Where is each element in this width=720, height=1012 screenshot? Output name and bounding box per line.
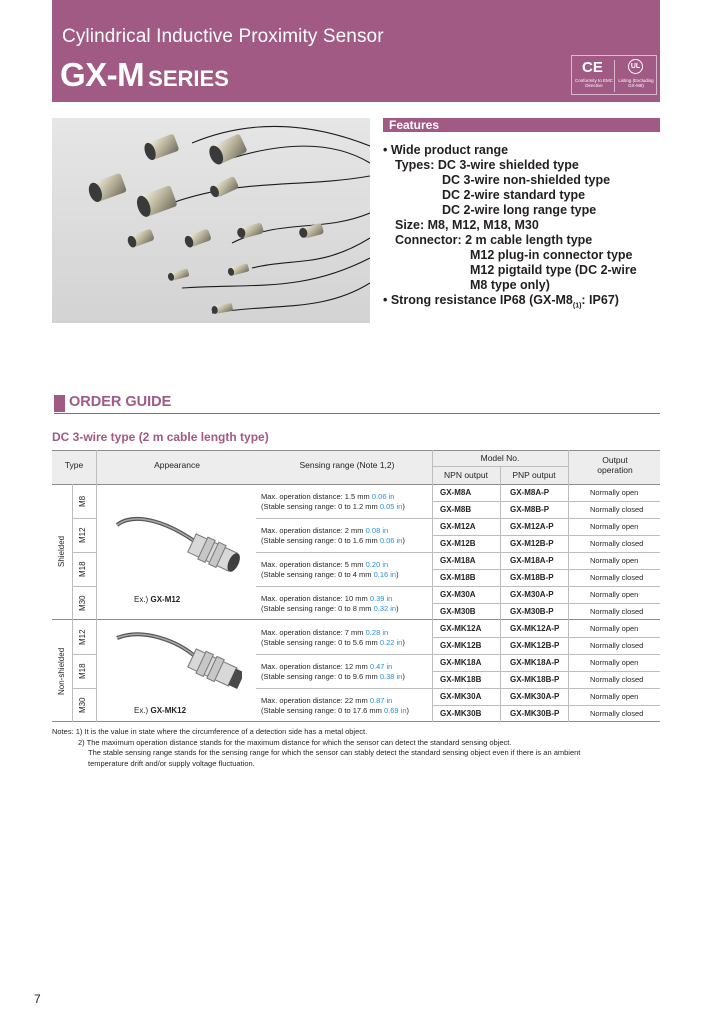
- feature-line: Types: DC 3-wire shielded type: [395, 158, 579, 172]
- feature-line: [383, 293, 673, 308]
- pnp-model: GX-M12B-P: [510, 539, 554, 548]
- size-label: M12: [78, 527, 87, 543]
- range-inch: 0.47 in: [369, 662, 393, 671]
- range-mm: Max. operation distance: 5 mm: [261, 560, 364, 569]
- order-guide-subheading: DC 3-wire type (2 m cable length type): [52, 430, 269, 444]
- row-divider: [432, 637, 660, 638]
- max-operation-distance: [261, 594, 392, 603]
- pnp-model: GX-M30B-P: [510, 607, 554, 616]
- feature-line: M12 pigtaild type (DC 2-wire: [470, 263, 637, 277]
- ul-caption: Listing (Excluding GX-M8): [618, 78, 654, 88]
- note-line: Notes: 1) It is the value in state where the circumference of a detection side has a metal object.: [52, 727, 368, 736]
- range-close: ): [402, 638, 405, 647]
- range-mm: (Stable sensing range: 0 to 4 mm: [261, 570, 372, 579]
- pnp-model: GX-MK12A-P: [510, 624, 560, 633]
- range-close: ): [402, 502, 405, 511]
- stable-sensing-range: [261, 536, 405, 545]
- max-operation-distance: [261, 492, 394, 501]
- npn-model: GX-M12A: [440, 522, 476, 531]
- section-rule: [54, 413, 660, 414]
- product-photo: [52, 118, 370, 323]
- max-operation-distance: [261, 560, 388, 569]
- range-mm: (Stable sensing range: 0 to 5.6 mm: [261, 638, 378, 647]
- pnp-model: GX-MK18A-P: [510, 658, 560, 667]
- npn-model: GX-M18A: [440, 556, 476, 565]
- npn-model: GX-MK18A: [440, 658, 482, 667]
- pnp-model: GX-M18A-P: [510, 556, 554, 565]
- features-list: [383, 143, 673, 308]
- series-label: SERIES: [148, 66, 229, 91]
- range-mm: Max. operation distance: 12 mm: [261, 662, 368, 671]
- range-inch: 0.08 in: [365, 526, 389, 535]
- feature-ip-text: • Strong resistance IP68 (GX-M8: [383, 293, 573, 307]
- output-operation: Normally closed: [590, 675, 644, 684]
- example-prefix: Ex.): [134, 706, 149, 715]
- header-type: Type: [64, 460, 84, 470]
- range-close: ): [406, 706, 410, 715]
- example-prefix: Ex.): [134, 595, 149, 604]
- range-divider: [256, 688, 660, 689]
- npn-model: GX-MK30A: [440, 692, 482, 701]
- npn-model: GX-M30B: [440, 607, 476, 616]
- row-divider: [432, 535, 660, 536]
- range-divider: [256, 518, 660, 519]
- certification-marks: [571, 55, 657, 95]
- stable-sensing-range: [261, 638, 405, 647]
- size-divider: [72, 586, 96, 587]
- ce-mark-icon: CE: [582, 59, 603, 76]
- stable-sensing-range: [261, 502, 405, 511]
- max-operation-distance: [261, 526, 388, 535]
- feature-line: Connector: 2 m cable length type: [395, 233, 593, 247]
- example-shielded: [134, 595, 180, 604]
- row-divider: [432, 603, 660, 604]
- table-notes: [52, 727, 672, 769]
- pnp-model: GX-MK12B-P: [510, 641, 560, 650]
- col-divider: [500, 466, 501, 722]
- order-table: [52, 450, 660, 722]
- pnp-model: GX-MK18B-P: [510, 675, 560, 684]
- ul-mark-icon: UL: [628, 59, 643, 74]
- output-operation: Normally closed: [590, 607, 644, 616]
- size-label: M30: [78, 595, 87, 611]
- npn-model: GX-M8A: [440, 488, 472, 497]
- size-label: M12: [78, 629, 87, 645]
- pnp-model: GX-MK30A-P: [510, 692, 560, 701]
- max-operation-distance: [261, 662, 392, 671]
- range-inch: 0.38 in: [379, 672, 403, 681]
- size-label: M30: [78, 697, 87, 713]
- col-divider: [72, 484, 73, 722]
- pnp-model: GX-M18B-P: [510, 573, 554, 582]
- feature-line: DC 2-wire long range type: [442, 203, 597, 217]
- stable-sensing-range: [261, 604, 399, 613]
- stable-sensing-range: [261, 570, 399, 579]
- cert-divider: [614, 60, 615, 92]
- row-divider: [432, 671, 660, 672]
- series-name: GX-M: [60, 56, 145, 93]
- size-divider: [72, 518, 96, 519]
- output-operation: Normally closed: [590, 505, 644, 514]
- pnp-model: GX-MK30B-P: [510, 709, 560, 718]
- header-model-no: Model No.: [480, 453, 520, 463]
- range-mm: Max. operation distance: 10 mm: [261, 594, 368, 603]
- size-label: M8: [78, 495, 87, 507]
- row-divider: [432, 569, 660, 570]
- page-number: 7: [34, 992, 41, 1006]
- size-label: M18: [78, 561, 87, 577]
- range-mm: Max. operation distance: 7 mm: [261, 628, 364, 637]
- range-inch: 0.39 in: [369, 594, 393, 603]
- max-operation-distance: [261, 696, 392, 705]
- output-operation: Normally open: [590, 522, 639, 531]
- range-inch: 0.22 in: [379, 638, 403, 647]
- npn-model: GX-M18B: [440, 573, 476, 582]
- note-line: temperature drift and/or supply voltage fluctuation.: [88, 758, 255, 768]
- header-npn: NPN output: [444, 470, 488, 480]
- range-inch: 0.87 in: [369, 696, 393, 705]
- pnp-model: GX-M8B-P: [510, 505, 550, 514]
- feature-line: • Wide product range: [383, 143, 509, 157]
- shielded-sensor-illustration: [112, 505, 242, 600]
- feature-line: DC 2-wire standard type: [442, 188, 586, 202]
- npn-model: GX-MK12B: [440, 641, 482, 650]
- range-close: ): [396, 604, 399, 613]
- range-mm: Max. operation distance: 22 mm: [261, 696, 368, 705]
- max-operation-distance: [261, 628, 388, 637]
- output-operation: Normally closed: [590, 573, 644, 582]
- example-non-shielded: [134, 706, 186, 715]
- range-inch: 0.32 in: [373, 604, 397, 613]
- range-inch: 0.05 in: [379, 502, 403, 511]
- npn-model: GX-M8B: [440, 505, 472, 514]
- range-inch: 0.28 in: [365, 628, 389, 637]
- output-operation: Normally open: [590, 590, 639, 599]
- sensor-lineup-image: [52, 118, 370, 323]
- pnp-model: GX-M30A-P: [510, 590, 554, 599]
- npn-model: GX-M12B: [440, 539, 476, 548]
- range-mm: (Stable sensing range: 0 to 17.6 mm: [261, 706, 382, 715]
- group-label-shielded: Shielded: [57, 535, 66, 567]
- col-divider: [96, 450, 97, 722]
- row-divider: [432, 705, 660, 706]
- output-operation: Normally open: [590, 488, 639, 497]
- header-banner: [52, 0, 660, 102]
- range-mm: Max. operation distance: 2 mm: [261, 526, 364, 535]
- feature-line: DC 3-wire non-shielded type: [442, 173, 611, 187]
- output-operation: Normally open: [590, 624, 639, 633]
- range-inch: 0.20 in: [365, 560, 389, 569]
- range-close: ): [396, 570, 399, 579]
- header-appearance: Appearance: [154, 460, 200, 470]
- output-operation: Normally open: [590, 692, 639, 701]
- section-marker: [54, 395, 65, 412]
- range-inch: 0.69 in: [384, 706, 407, 715]
- range-close: ): [402, 672, 405, 681]
- example-model: GX-MK12: [150, 706, 187, 715]
- features-heading: Features: [383, 118, 660, 132]
- range-divider: [256, 586, 660, 587]
- note-line: 2) The maximum operation distance stands for the maximum distance for which the sensor can detect the standard sensing object.: [78, 737, 512, 747]
- range-mm: (Stable sensing range: 0 to 1.6 mm: [261, 536, 378, 545]
- size-label: M18: [78, 663, 87, 679]
- size-divider: [72, 654, 96, 655]
- npn-model: GX-MK30B: [440, 709, 482, 718]
- stable-sensing-range: [261, 706, 409, 715]
- feature-note-ref: (1): [572, 302, 582, 310]
- stable-sensing-range: [261, 672, 405, 681]
- range-divider: [256, 654, 660, 655]
- range-divider: [256, 552, 660, 553]
- range-inch: 0.06 in: [371, 492, 395, 501]
- pnp-model: GX-M12A-P: [510, 522, 554, 531]
- output-operation: Normally open: [590, 556, 639, 565]
- range-mm: (Stable sensing range: 0 to 9.6 mm: [261, 672, 378, 681]
- feature-line: M8 type only): [470, 278, 550, 292]
- header-pnp: PNP output: [512, 470, 556, 480]
- npn-model: GX-MK18B: [440, 675, 482, 684]
- range-close: ): [402, 536, 405, 545]
- size-divider: [72, 552, 96, 553]
- range-mm: (Stable sensing range: 0 to 8 mm: [261, 604, 372, 613]
- example-model: GX-M12: [150, 595, 181, 604]
- pnp-model: GX-M8A-P: [510, 488, 550, 497]
- series-title: [60, 56, 229, 94]
- product-subtitle: Cylindrical Inductive Proximity Sensor: [62, 26, 384, 47]
- feature-line: Size: M8, M12, M18, M30: [395, 218, 539, 232]
- group-label-non-shielded: Non-shielded: [57, 647, 66, 695]
- note-line: The stable sensing range stands for the sensing range for which the sensor can stably detect the standard sensing object even if there is an ambient: [88, 748, 581, 757]
- size-divider: [72, 688, 96, 689]
- range-mm: (Stable sensing range: 0 to 1.2 mm: [261, 502, 378, 511]
- output-operation: Normally closed: [590, 641, 644, 650]
- npn-model: GX-M30A: [440, 590, 476, 599]
- output-operation: Normally closed: [590, 539, 644, 548]
- order-guide-title: ORDER GUIDE: [69, 394, 172, 410]
- feature-line: M12 plug-in connector type: [470, 248, 633, 262]
- ce-caption: Conformity to EMC Directive: [575, 78, 614, 88]
- output-operation: Normally closed: [590, 709, 644, 718]
- feature-ip-tail: : IP67): [581, 293, 619, 307]
- row-divider: [432, 501, 660, 502]
- range-inch: 0.06 in: [379, 536, 403, 545]
- output-operation: Normally open: [590, 658, 639, 667]
- header-sensing: Sensing range (Note 1,2): [299, 460, 395, 470]
- range-mm: Max. operation distance: 1.5 mm: [261, 492, 370, 501]
- header-output: Output operation: [597, 455, 633, 475]
- range-inch: 0.16 in: [373, 570, 397, 579]
- npn-model: GX-MK12A: [440, 624, 482, 633]
